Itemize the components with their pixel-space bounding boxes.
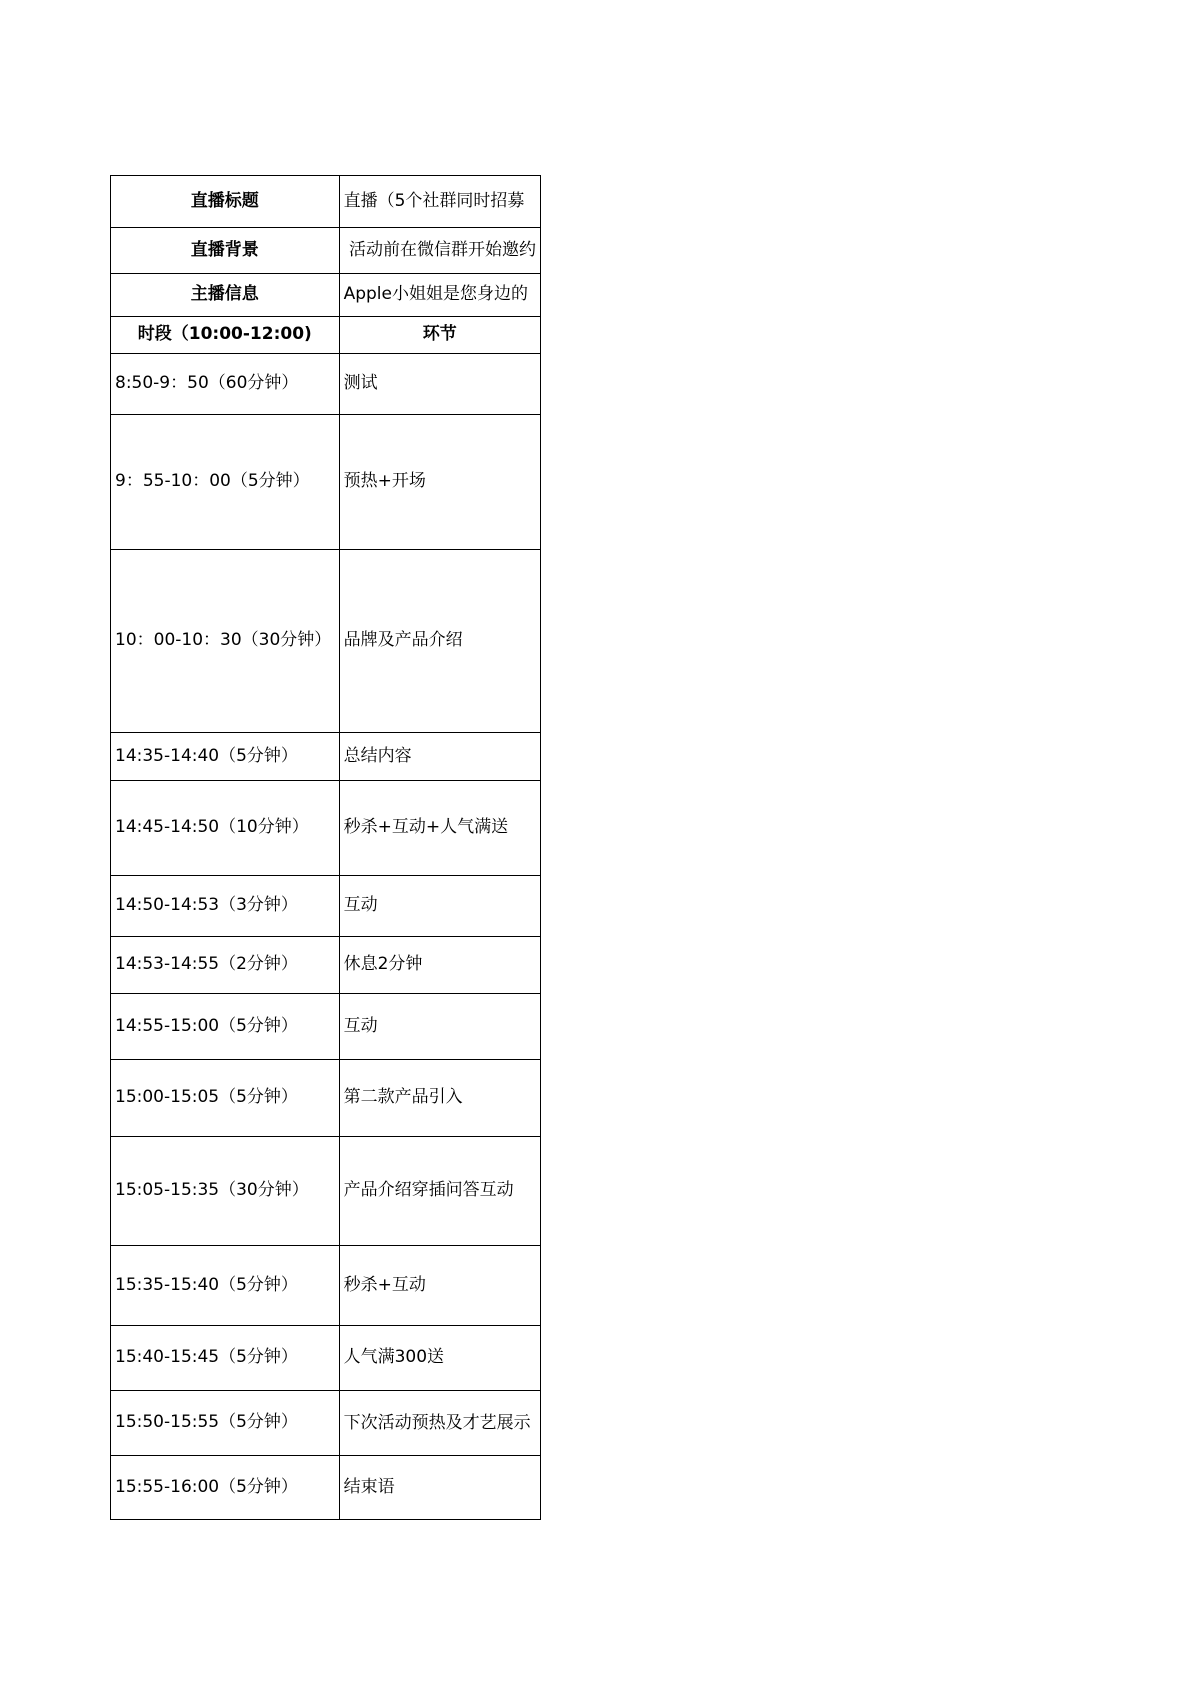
table-row <box>111 354 541 415</box>
segment-cell: 总结内容 <box>339 733 540 781</box>
time-cell: 14:50-14:53（3分钟） <box>111 876 340 937</box>
info-value: 直播（5个社群同时招募 <box>339 176 540 228</box>
time-cell: 15:05-15:35（30分钟） <box>111 1137 340 1246</box>
table-row <box>111 1246 541 1326</box>
time-cell: 15:00-15:05（5分钟） <box>111 1060 340 1137</box>
segment-cell: 结束语 <box>339 1456 540 1520</box>
table-row <box>111 415 541 550</box>
table-row <box>111 937 541 994</box>
table-row <box>111 550 541 733</box>
info-label: 主播信息 <box>111 274 340 317</box>
time-cell: 14:53-14:55（2分钟） <box>111 937 340 994</box>
table-row <box>111 994 541 1060</box>
segment-cell: 互动 <box>339 876 540 937</box>
info-value: 活动前在微信群开始邀约 <box>339 228 540 274</box>
table-row <box>111 1391 541 1456</box>
table-row <box>111 781 541 876</box>
segment-cell: 第二款产品引入 <box>339 1060 540 1137</box>
segment-cell: 休息2分钟 <box>339 937 540 994</box>
segment-cell: 测试 <box>339 354 540 415</box>
info-row-title <box>111 176 541 228</box>
time-cell: 8:50-9：50（60分钟） <box>111 354 340 415</box>
time-cell: 14:45-14:50（10分钟） <box>111 781 340 876</box>
segment-cell: 秒杀+互动+人气满送 <box>339 781 540 876</box>
info-row-background <box>111 228 541 274</box>
time-cell: 15:55-16:00（5分钟） <box>111 1456 340 1520</box>
time-cell: 9：55-10：00（5分钟） <box>111 415 340 550</box>
schedule-sheet <box>110 175 541 1520</box>
table-row <box>111 733 541 781</box>
time-cell: 14:55-15:00（5分钟） <box>111 994 340 1060</box>
column-header-time: 时段（10:00-12:00) <box>111 317 340 354</box>
segment-cell: 产品介绍穿插问答互动 <box>339 1137 540 1246</box>
table-row <box>111 1326 541 1391</box>
time-cell: 10：00-10：30（30分钟） <box>111 550 340 733</box>
column-header-segment: 环节 <box>339 317 540 354</box>
segment-cell: 下次活动预热及才艺展示 <box>339 1391 540 1456</box>
table-row <box>111 1060 541 1137</box>
segment-cell: 人气满300送 <box>339 1326 540 1391</box>
info-value: Apple小姐姐是您身边的 <box>339 274 540 317</box>
table-row <box>111 876 541 937</box>
time-cell: 15:50-15:55（5分钟） <box>111 1391 340 1456</box>
segment-cell: 品牌及产品介绍 <box>339 550 540 733</box>
info-label: 直播标题 <box>111 176 340 228</box>
segment-cell: 互动 <box>339 994 540 1060</box>
info-row-host <box>111 274 541 317</box>
segment-cell: 秒杀+互动 <box>339 1246 540 1326</box>
table-row <box>111 1137 541 1246</box>
info-label: 直播背景 <box>111 228 340 274</box>
time-cell: 14:35-14:40（5分钟） <box>111 733 340 781</box>
live-stream-schedule-table <box>110 175 541 1520</box>
time-cell: 15:35-15:40（5分钟） <box>111 1246 340 1326</box>
table-row <box>111 1456 541 1520</box>
time-cell: 15:40-15:45（5分钟） <box>111 1326 340 1391</box>
table-header-row <box>111 317 541 354</box>
segment-cell: 预热+开场 <box>339 415 540 550</box>
